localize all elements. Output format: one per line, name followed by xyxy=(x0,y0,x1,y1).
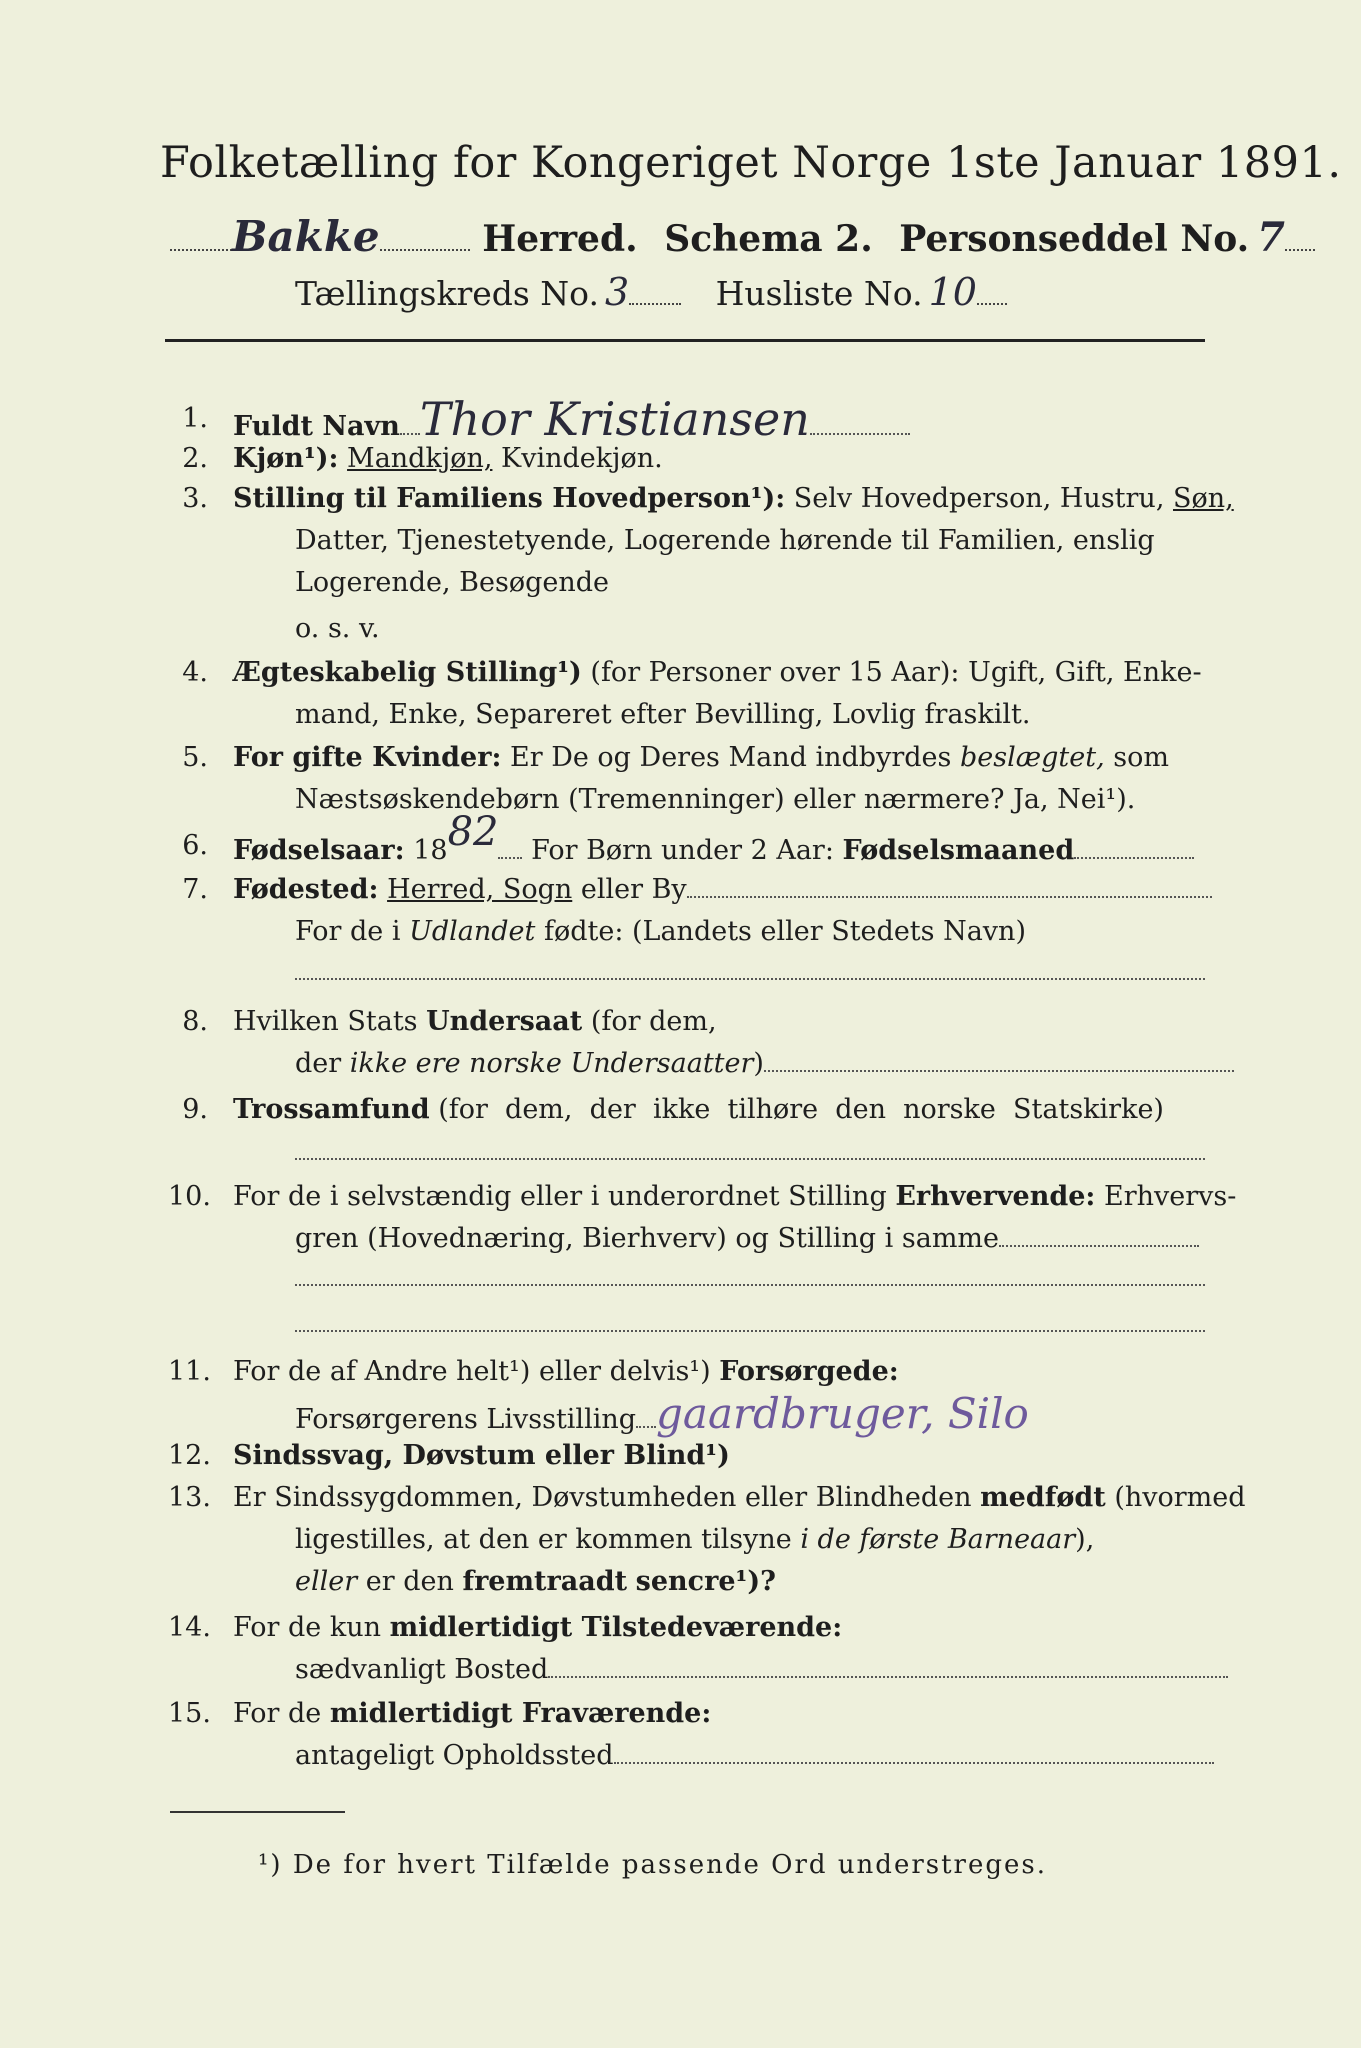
fodselsaar-value: 82 xyxy=(447,809,499,855)
taellingskreds-line xyxy=(295,270,1095,316)
form-title: Folketælling for Kongeriget Norge 1ste Januar 1891. xyxy=(160,138,1342,188)
herred-name: Bakke xyxy=(232,212,380,261)
stilling-selected: Søn, xyxy=(1173,483,1234,514)
husliste-label: Husliste No. xyxy=(715,274,923,313)
footnote-rule xyxy=(170,1811,345,1813)
personseddel-no: 7 xyxy=(1257,214,1285,261)
header-rule xyxy=(165,339,1205,342)
herred-line xyxy=(170,212,1285,262)
kjon-selected: Mandkjøn, xyxy=(347,443,493,474)
taellingskreds-label: Tællingskreds No. xyxy=(295,274,599,313)
footnote: ¹) De for hvert Tilfælde passende Ord understreges. xyxy=(258,1850,1048,1880)
taellingskreds-no: 3 xyxy=(604,270,630,314)
husliste-no: 10 xyxy=(928,270,977,314)
fodested-selected: Herred, Sogn xyxy=(387,874,573,905)
forsorger-value: gaardbruger, Silo xyxy=(656,1389,1029,1438)
census-form: Folketælling for Kongeriget Norge 1ste Januar 1891. Bakke Herred. Schema 2. Personseddel No. 7 Tællingskreds No. 3 Husliste No. 10 1. Fuldt Navn Thor Kristiansen 2. Kjøn¹): Mandkjøn, Kvindekjøn. 3. Stilling til Familiens Hovedperson¹): Selv Hovedperson, Hustru, Søn, Datter, Tjenestetyende, Logerende hørende til Familien, enslig Logerende, Besøgende o. s. v. 4. Ægteskabelig Stilling¹) (for Personer over 15 Aar): Ugift, Gift, Enke- mand, Enke, Separeret efter Bevilling, Lovlig fraskilt. 5. For gifte Kvinder: Er De og Deres Mand indbyrdes beslægtet, som Næstsøskendebørn (Tremenninger) eller nærmere? Ja, Nei¹). 6. Fødselsaar: 1882 For Børn under 2 Aar: Fødselsmaaned 7. Fødested: Herred, Sogn eller By For de i Udlandet fødte: (Landets eller Stedets Navn) 8. Hvilken Stats Undersaat (for dem, der ikke ere norske Undersaatter) 9. Trossamfund (for dem, der ikke tilhøre den norske Statskirke) 10. For de i selvstændig eller i underordnet Stilling Erhvervende: Erhvervs- gren (Hovednæring, Bierhverv) og Stilling i samme 11. For de af Andre helt¹) eller delvis¹) Forsørgede: Forsørgerens Livsstilling gaardbruger, Silo 12. Sindssvag, Døvstum eller Blind¹) 13. Er Sindssygdommen, Døvstumheden eller Blindheden medfødt (hvormed ligestilles, at den er kommen tilsyne i de første Barneaar), eller er den fremtraadt sencre¹)? 14. For de kun midlertidigt Tilstedeværende: sædvanligt Bosted 15. For de midlertidigt Fraværende: antageligt Opholdssted ¹) De for hvert Tilfælde passende Ord understreges. xyxy=(0,0,1361,2048)
herred-label: Herred. xyxy=(482,218,638,260)
personseddel-label: Personseddel No. xyxy=(899,218,1250,260)
fuldt-navn-value: Thor Kristiansen xyxy=(419,392,810,446)
schema-label: Schema 2. xyxy=(664,218,873,260)
